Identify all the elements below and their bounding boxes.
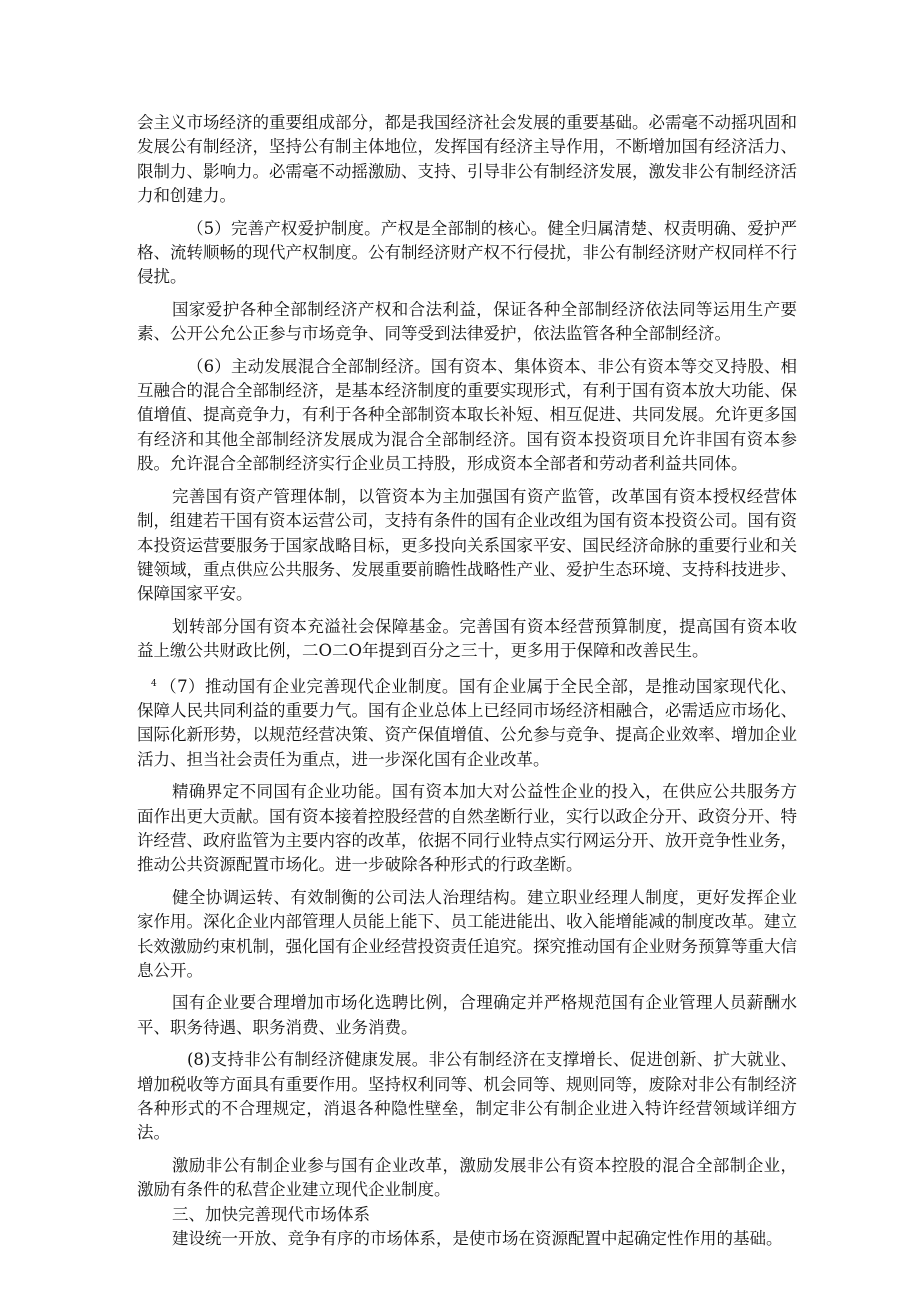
section-heading: 三、加快完善现代市场体系 <box>172 1204 370 1224</box>
paragraph: 完善国有资产管理体制，以管资本为主加强国有资产监管，改革国有资本授权经营体制，组建若干国有资本运营公司，支持有条件的国有企业改组为国有资本投资公司。国有资本投资运营要服务于国家战略目标，更多投向关系国家平安、国民经济命脉的重要行业和关键领域，重点供应公共服务、发展重要前瞻性战略性产业、爱护生态环境、支持科技进步、保障国家平安。 <box>137 486 797 604</box>
paragraph: 会主义市场经济的重要组成部分，都是我国经济社会发展的重要基础。必需毫不动摇巩固和发展公有制经济，坚持公有制主体地位，发挥国有经济主导作用，不断增加国有经济活力、限制力、影响力。必需毫不动摇激励、支持、引导非公有制经济发展，激发非公有制经济活力和创建力。 <box>137 113 797 206</box>
paragraph: 健全协调运转、有效制衡的公司法人治理结构。建立职业经理人制度，更好发挥企业家作用。深化企业内部管理人员能上能下、员工能进能出、收入能增能减的制度改革。建立长效激励约束机制，强化国有企业经营投资责任追究。探究推动国有企业财务预算等重大信息公开。 <box>137 887 797 980</box>
paragraph: 激励非公有制企业参与国有企业改革，激励发展非公有资本控股的混合全部制企业，激励有条件的私营企业建立现代企业制度。 <box>137 1155 797 1200</box>
document-body <box>137 111 797 1251</box>
paragraph-section-5: （5）完善产权爱护制度。产权是全部制的核心。健全归属清楚、权责明确、爱护严格、流转顺畅的现代产权制度。公有制经济财产权不行侵扰，非公有制经济财产权同样不行侵扰。 <box>137 218 797 287</box>
footnote-marker: 4 <box>151 678 157 689</box>
paragraph-section-6: （6）主动发展混合全部制经济。国有资本、集体资本、非公有资本等交叉持股、相互融合的混合全部制经济，是基本经济制度的重要实现形式，有利于国有资本放大功能、保值增值、提高竞争力，有利于各种全部制资本取长补短、相互促进、共同发展。允许更多国有经济和其他全部制经济发展成为混合全部制经济。国有资本投资项目允许非国有资本参股。允许混合全部制经济实行企业员工持股，形成资本全部者和劳动者利益共同体。 <box>137 356 797 474</box>
paragraph-section-8: (8)支持非公有制经济健康发展。非公有制经济在支撑增长、促进创新、扩大就业、增加税收等方面具有重要作用。坚持权利同等、机会同等、规则同等，废除对非公有制经济各种形式的不合理规定，消退各种隐性壁垒，制定非公有制企业进入特许经营领域详细方法。 <box>137 1050 797 1143</box>
paragraph: 国家爱护各种全部制经济产权和合法利益，保证各种全部制经济依法同等运用生产要素、公开公允公正参与市场竞争、同等受到法律爱护，依法监管各种全部制经济。 <box>137 299 797 344</box>
paragraph: 精确界定不同国有企业功能。国有资本加大对公益性企业的投入，在供应公共服务方面作出更大贡献。国有资本接着控股经营的自然垄断行业，实行以政企分开、政资分开、特许经营、政府监管为主要内容的改革，依据不同行业特点实行网运分开、放开竞争性业务，推动公共资源配置市场化。进一步破除各种形式的行政垄断。 <box>137 782 797 875</box>
paragraph: 建设统一开放、竞争有序的市场体系，是使市场在资源配置中起确定性作用的基础。 <box>172 1229 783 1249</box>
paragraph-section-7 <box>137 672 797 773</box>
paragraph-text: （7）推动国有企业完善现代企业制度。国有企业属于全民全部，是推动国家现代化、保障人民共同利益的重要力气。国有企业总体上已经同市场经济相融合，必需适应市场化、国际化新形势，以规范经营决策、资产保值增值、公允参与竞争、提高企业效率、增加企业活力、担当社会责任为重点，进一步深化国有企业改革。 <box>137 676 797 769</box>
paragraph: 国有企业要合理增加市场化选聘比例，合理确定并严格规范国有企业管理人员薪酬水平、职务待遇、职务消费、业务消费。 <box>137 993 797 1037</box>
paragraph: 划转部分国有资本充溢社会保障基金。完善国有资本经营预算制度，提高国有资本收益上缴公共财政比例，二O二O年提到百分之三十，更多用于保障和改善民生。 <box>137 616 797 661</box>
